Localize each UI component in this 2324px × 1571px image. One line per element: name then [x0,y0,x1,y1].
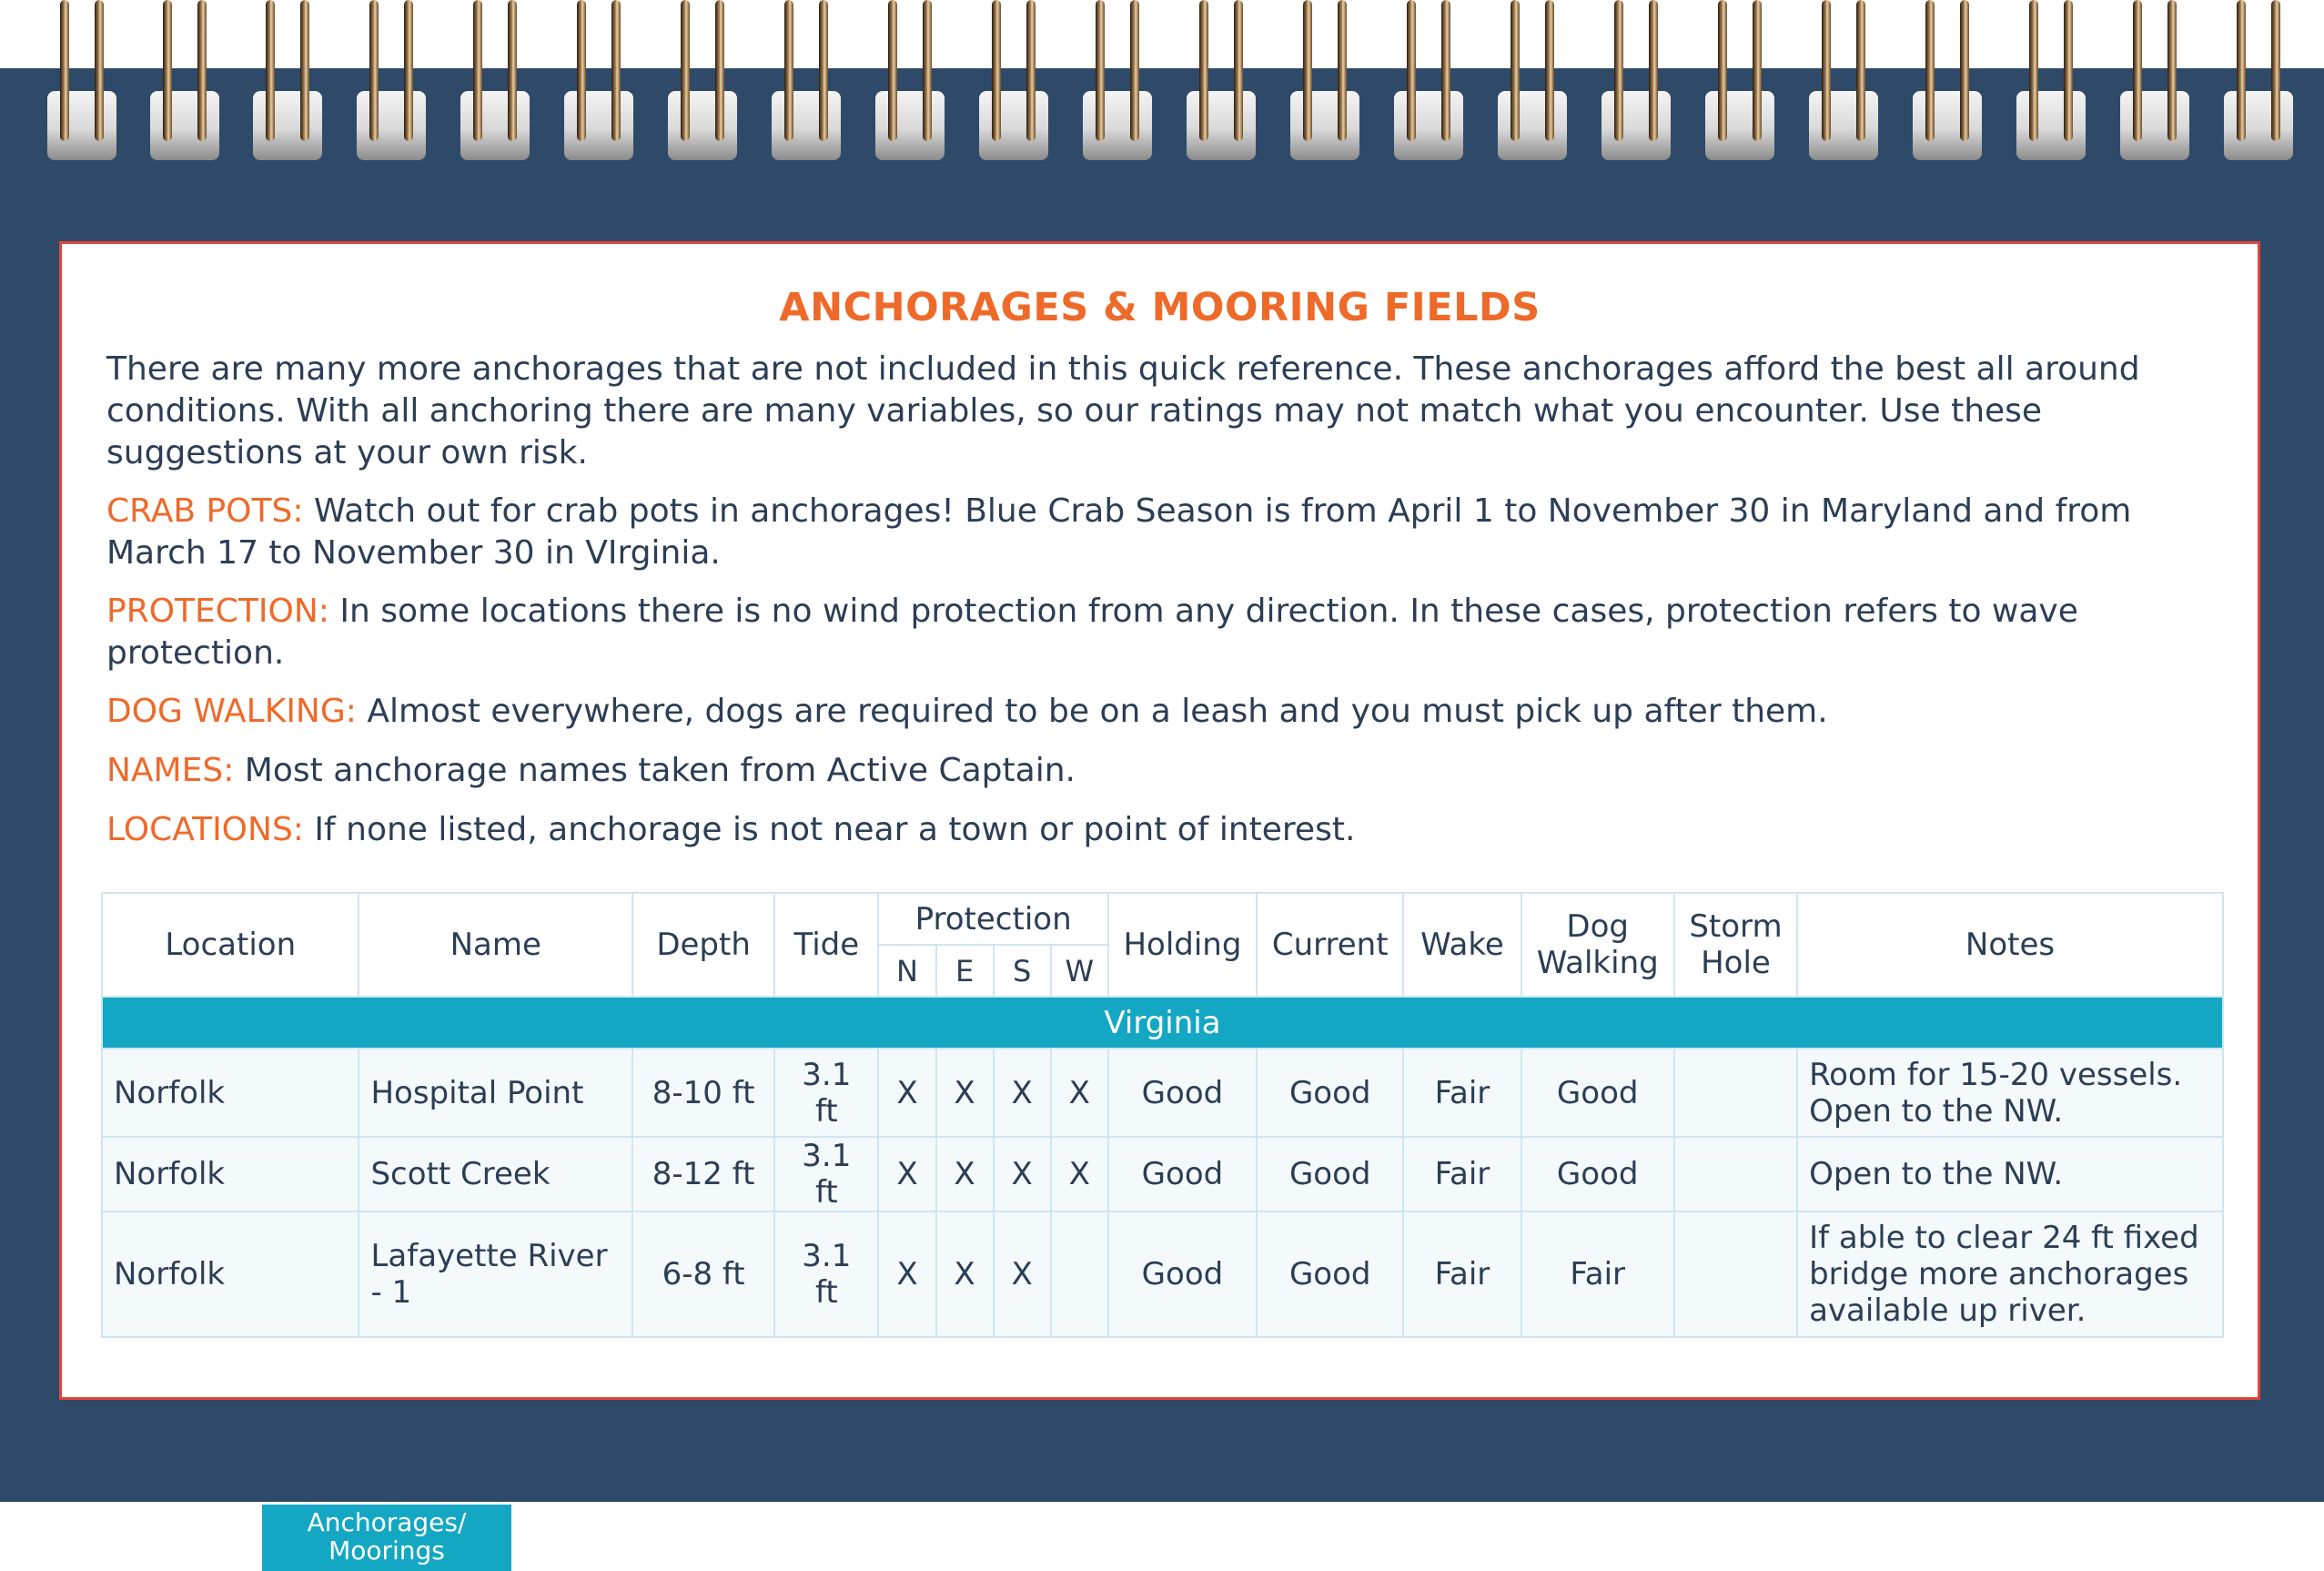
header-protection-w: W [1051,945,1108,997]
cell-notes: Room for 15-20 vessels. Open to the NW. [1797,1049,2223,1137]
cell-notes: Open to the NW. [1797,1137,2223,1211]
binding-ring [253,0,322,164]
binding-ring [668,0,737,164]
binding-ring [979,0,1048,164]
header-location: Location [102,893,359,997]
cell-protection-n: X [878,1211,935,1337]
cell-wake: Fair [1403,1137,1521,1211]
binding-ring [357,0,426,164]
cell-tide: 3.1 ft [774,1049,878,1137]
header-storm-hole-line2: Hole [1701,945,1771,981]
header-protection: Protection [878,893,1107,945]
cell-protection-e: X [936,1211,994,1337]
cell-location: Norfolk [102,1049,359,1137]
cell-tide: 3.1 ft [774,1211,878,1337]
table-row [102,1049,2223,1137]
cell-location: Norfolk [102,1211,359,1337]
cell-tide: 3.1 ft [774,1137,878,1211]
header-notes: Notes [1797,893,2223,997]
intro-paragraph: There are many more anchorages that are not included in this quick reference. These anchorages afford the best all around conditions. With all anchoring there are many variables, so our ratings may not match what you encounter. Use these suggestions at your own risk. [106,350,2140,471]
cell-protection-s: X [994,1211,1051,1337]
cell-protection-n: X [878,1137,935,1211]
note-text: In some locations there is no wind protection from any direction. In these cases, protection refers to wave protection. [106,593,2078,672]
table-row [102,1211,2223,1337]
cell-protection-w [1051,1211,1108,1337]
section-tab-anchorages-moorings[interactable] [262,1505,511,1571]
header-dog-walking [1521,893,1674,997]
binding-ring [1187,0,1256,164]
table-row [102,1137,2223,1211]
header-protection-s: S [994,945,1051,997]
binding-ring [564,0,633,164]
cell-protection-s: X [994,1049,1051,1137]
cell-protection-w: X [1051,1049,1108,1137]
note-label: CRAB POTS: [106,492,304,530]
note-text: Most anchorage names taken from Active Captain. [244,752,1076,789]
binding-ring [2224,0,2293,164]
reference-card [59,241,2260,1400]
note-locations [106,809,2227,851]
cell-dog-walking: Good [1521,1137,1674,1211]
cell-protection-n: X [878,1049,935,1137]
cell-name: Hospital Point [359,1049,632,1137]
cell-storm-hole [1674,1211,1797,1337]
header-wake: Wake [1403,893,1521,997]
cell-wake: Fair [1403,1211,1521,1337]
note-crab-pots [106,491,2227,574]
note-dog-walking [106,691,2227,733]
cell-protection-w: X [1051,1137,1108,1211]
header-dog-walking-line2: Walking [1536,945,1659,981]
note-label: LOCATIONS: [106,811,304,848]
cell-depth: 6-8 ft [632,1211,774,1337]
cell-depth: 8-12 ft [632,1137,774,1211]
binding-ring [1913,0,1982,164]
header-holding: Holding [1108,893,1257,997]
note-label: NAMES: [106,752,235,789]
cell-storm-hole [1674,1049,1797,1137]
binding-ring [2120,0,2189,164]
cell-name: Lafayette River - 1 [359,1211,632,1337]
binding-ring [1705,0,1774,164]
note-names [106,750,2227,792]
page-title: ANCHORAGES & MOORING FIELDS [779,285,1541,330]
binding-ring [1809,0,1878,164]
binding-ring [1290,0,1359,164]
note-text: Almost everywhere, dogs are required to be on a leash and you must pick up after them. [367,693,1828,730]
cell-storm-hole [1674,1137,1797,1211]
binding-ring [1083,0,1152,164]
anchorages-table [101,892,2224,1338]
cell-protection-e: X [936,1137,994,1211]
header-current: Current [1257,893,1403,997]
header-name: Name [359,893,632,997]
header-protection-e: E [936,945,994,997]
binding-ring [460,0,530,164]
cell-notes: If able to clear 24 ft fixed bridge more anchorages available up river. [1797,1211,2223,1337]
cell-dog-walking: Good [1521,1049,1674,1137]
cell-protection-e: X [936,1049,994,1137]
group-row-virginia: Virginia [102,997,2223,1049]
note-label: PROTECTION: [106,593,329,630]
note-text: Watch out for crab pots in anchorages! Blue Crab Season is from April 1 to November 30 in Maryland and from March 17 to November 30 in VIrginia. [106,492,2132,572]
binding-ring [2016,0,2086,164]
cell-dog-walking: Fair [1521,1211,1674,1337]
cell-wake: Fair [1403,1049,1521,1137]
cell-location: Norfolk [102,1137,359,1211]
cell-name: Scott Creek [359,1137,632,1211]
spiral-binding [0,0,2324,164]
binding-ring [1394,0,1463,164]
cell-holding: Good [1108,1049,1257,1137]
header-depth: Depth [632,893,774,997]
cell-holding: Good [1108,1137,1257,1211]
header-storm-hole [1674,893,1797,997]
binding-ring [772,0,841,164]
section-tab-line1: Anchorages/ [307,1507,467,1537]
header-protection-n: N [878,945,935,997]
cell-current: Good [1257,1211,1403,1337]
cell-depth: 8-10 ft [632,1049,774,1137]
binding-ring [875,0,945,164]
header-dog-walking-line1: Dog [1566,908,1629,945]
note-protection [106,591,2227,674]
header-storm-hole-line1: Storm [1689,908,1783,945]
header-tide: Tide [774,893,878,997]
cell-protection-s: X [994,1137,1051,1211]
cell-holding: Good [1108,1211,1257,1337]
binding-ring [47,0,116,164]
note-text: If none listed, anchorage is not near a town or point of interest. [314,811,1356,848]
binding-ring [1602,0,1671,164]
note-label: DOG WALKING: [106,693,357,730]
cell-current: Good [1257,1049,1403,1137]
cell-current: Good [1257,1137,1403,1211]
section-tab-line2: Moorings [328,1536,445,1566]
binding-ring [1498,0,1567,164]
binding-ring [150,0,219,164]
